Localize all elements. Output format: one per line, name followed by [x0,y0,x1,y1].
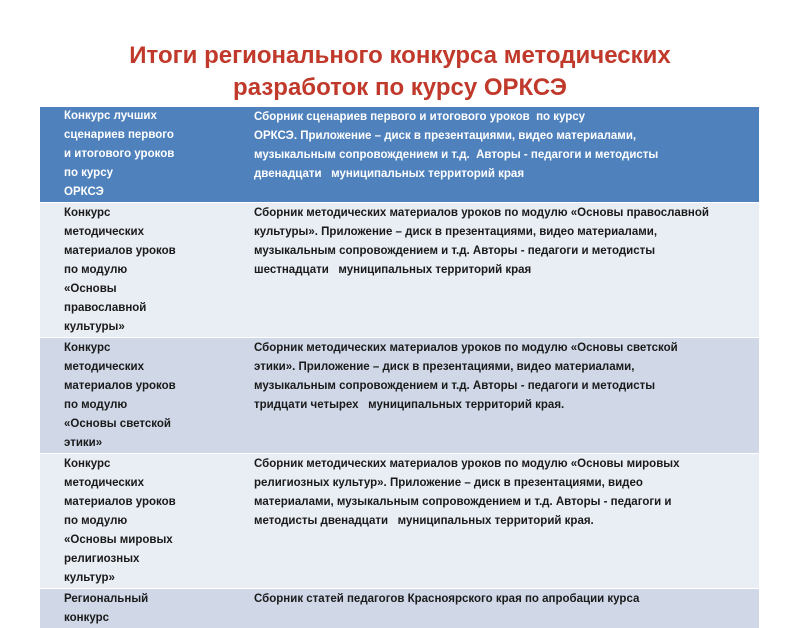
contest-line: этики» [64,434,224,453]
result-line: тридцати четырех муниципальных территорий края. [254,396,755,415]
result-cell [230,589,759,628]
contest-line: по модулю [64,261,224,280]
result-line: религиозных культур». Приложение – диск в презентациями, видео [254,474,755,493]
page-title-line-1: Итоги регионального конкурса методических [60,40,740,72]
result-line: ОРКСЭ. Приложение – диск в презентациями, видео материалами, [254,127,755,146]
result-line: шестнадцати муниципальных территорий края [254,261,755,280]
result-cell [230,338,759,454]
contest-line: по модулю [64,396,224,415]
results-table [40,106,759,628]
contest-line: православной [64,299,224,318]
contest-line: сценариев первого [64,126,224,145]
result-line: музыкальным сопровождением и т.д. Авторы - педагоги и методисты [254,377,755,396]
contest-line: конкурс [64,609,224,628]
contest-cell [40,454,230,589]
contest-line: методических [64,358,224,377]
result-cell [230,203,759,338]
table-row [40,203,759,338]
contest-line: культуры» [64,318,224,337]
contest-line: Конкурс лучших [64,107,224,126]
contest-cell [40,338,230,454]
table-row [40,589,759,628]
contest-line: «Основы мировых [64,531,224,550]
contest-line: материалов уроков [64,493,224,512]
result-line: музыкальным сопровождением и т.д. Авторы - педагоги и методисты [254,146,755,165]
contest-line: по курсу [64,164,224,183]
contest-line: методических [64,474,224,493]
result-cell [230,454,759,589]
result-line: Сборник статей педагогов Красноярского края по апробации курса [254,590,755,609]
result-line: музыкальным сопровождением и т.д. Авторы - педагоги и методисты [254,242,755,261]
table-row [40,454,759,589]
page-title-line-2: разработок по курсу ОРКСЭ [60,72,740,104]
contest-line: методических [64,223,224,242]
contest-line: материалов уроков [64,377,224,396]
result-line: методисты двенадцати муниципальных территорий края. [254,512,755,531]
contest-line: ОРКСЭ [64,183,224,202]
contest-line: Конкурс [64,455,224,474]
contest-line: Конкурс [64,339,224,358]
contest-line: по модулю [64,512,224,531]
contest-cell [40,203,230,338]
contest-line: материалов уроков [64,242,224,261]
contest-line: и итогового уроков [64,145,224,164]
contest-line: Конкурс [64,204,224,223]
result-line: Сборник методических материалов уроков по модулю «Основы православной [254,204,755,223]
page-title [60,40,740,104]
result-line: культуры». Приложение – диск в презентациями, видео материалами, [254,223,755,242]
result-line: Сборник сценариев первого и итогового уроков по курсу [254,108,755,127]
contest-cell [40,589,230,628]
contest-line: религиозных [64,550,224,569]
contest-line: культур» [64,569,224,588]
result-line: материалами, музыкальным сопровождением и т.д. Авторы - педагоги и [254,493,755,512]
table-row [40,338,759,454]
result-line: двенадцати муниципальных территорий края [254,165,755,184]
result-line: Сборник методических материалов уроков по модулю «Основы мировых [254,455,755,474]
table-row [40,107,759,203]
contest-line: Региональный [64,590,224,609]
contest-line: «Основы [64,280,224,299]
result-cell [230,107,759,203]
result-line: этики». Приложение – диск в презентациями, видео материалами, [254,358,755,377]
contest-cell [40,107,230,203]
contest-line: «Основы светской [64,415,224,434]
result-line: Сборник методических материалов уроков по модулю «Основы светской [254,339,755,358]
